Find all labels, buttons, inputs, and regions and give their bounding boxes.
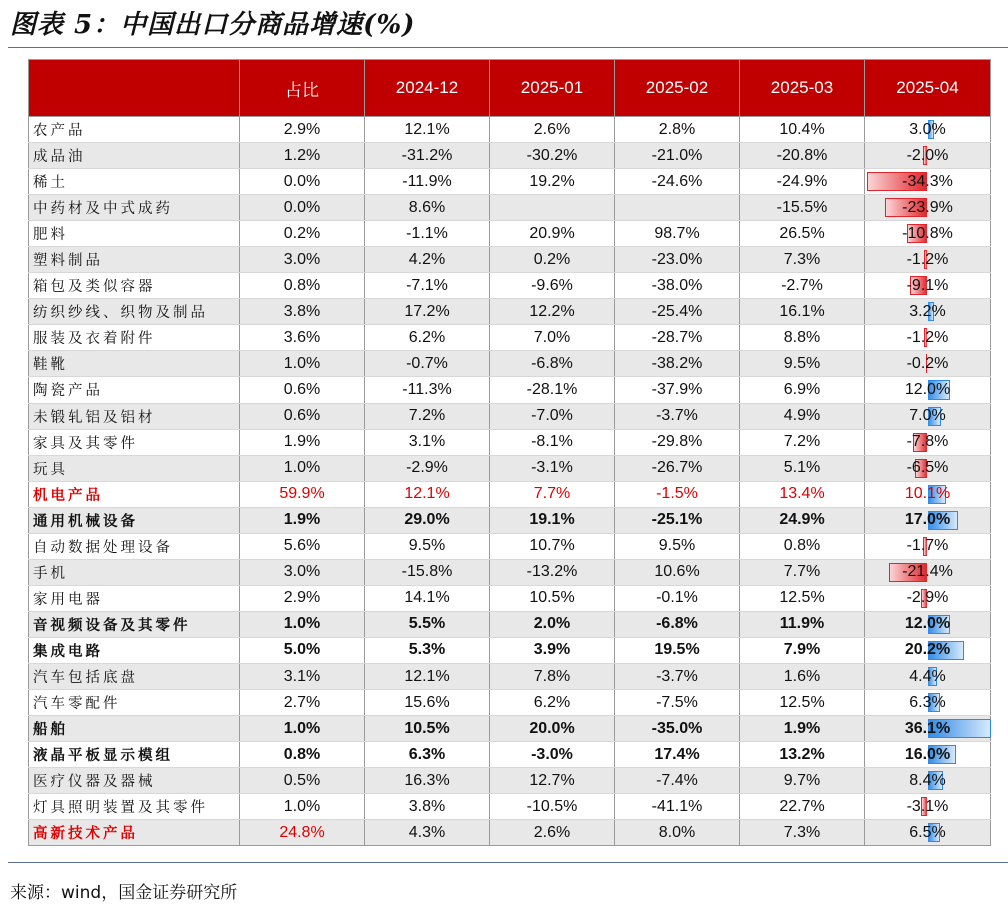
cell-value: -29.8% <box>615 429 740 455</box>
table-row <box>29 117 991 143</box>
cell-value: 17.4% <box>615 742 740 768</box>
cell-2025-04 <box>865 169 991 195</box>
cell-value: 0.5% <box>240 768 365 794</box>
cell-value: -9.6% <box>490 273 615 299</box>
cell-value: 1.0% <box>240 716 365 742</box>
cell-value: -7.1% <box>365 273 490 299</box>
table-row <box>29 768 991 794</box>
cell-value: -3.1% <box>906 797 949 815</box>
cell-2025-04 <box>865 221 991 247</box>
cell-value: 3.2% <box>909 302 946 320</box>
cell-value: -11.9% <box>365 169 490 195</box>
cell-value: 0.8% <box>240 742 365 768</box>
cell-value: 3.0% <box>240 247 365 273</box>
cell-value: 3.8% <box>240 299 365 325</box>
cell-value: 24.9% <box>740 507 865 533</box>
cell-2025-04 <box>865 533 991 559</box>
row-label: 成品油 <box>29 143 240 169</box>
cell-2025-04 <box>865 507 991 533</box>
cell-value: 2.6% <box>490 117 615 143</box>
cell-value: -3.7% <box>615 663 740 689</box>
row-label: 音视频设备及其零件 <box>29 611 240 637</box>
cell-value: 19.1% <box>490 507 615 533</box>
cell-value: -9.1% <box>906 276 949 294</box>
row-label: 玩具 <box>29 455 240 481</box>
row-label: 液晶平板显示模组 <box>29 742 240 768</box>
cell-value: 10.6% <box>615 559 740 585</box>
row-label: 汽车包括底盘 <box>29 663 240 689</box>
header-cell: 2025-01 <box>490 60 615 117</box>
cell-value: -24.9% <box>740 169 865 195</box>
table-row <box>29 794 991 820</box>
cell-2025-04 <box>865 247 991 273</box>
cell-value: 1.9% <box>740 716 865 742</box>
table-row <box>29 690 991 716</box>
cell-value: 15.6% <box>365 690 490 716</box>
row-label: 通用机械设备 <box>29 507 240 533</box>
cell-value: -2.9% <box>365 455 490 481</box>
cell-2025-04 <box>865 403 991 429</box>
cell-value: 29.0% <box>365 507 490 533</box>
cell-value: 9.5% <box>740 351 865 377</box>
header-cell: 2025-04 <box>865 60 991 117</box>
table-row <box>29 742 991 768</box>
cell-value: 4.4% <box>909 667 946 685</box>
cell-value: 7.0% <box>490 325 615 351</box>
cell-value: 5.6% <box>240 533 365 559</box>
header-cell: 2024-12 <box>365 60 490 117</box>
cell-value: 5.1% <box>740 455 865 481</box>
cell-value: -20.8% <box>740 143 865 169</box>
cell-value: 0.6% <box>240 403 365 429</box>
cell-value: 12.1% <box>365 117 490 143</box>
cell-value: -8.1% <box>490 429 615 455</box>
cell-2025-04 <box>865 768 991 794</box>
cell-value: 0.2% <box>240 221 365 247</box>
cell-value: 8.4% <box>909 771 946 789</box>
cell-value: 2.9% <box>240 585 365 611</box>
cell-2025-04 <box>865 455 991 481</box>
cell-value: 19.2% <box>490 169 615 195</box>
cell-value: 7.3% <box>740 820 865 846</box>
cell-value: -1.2% <box>906 328 949 346</box>
cell-value: -0.7% <box>365 351 490 377</box>
cell-value: -41.1% <box>615 794 740 820</box>
cell-value: 2.0% <box>490 611 615 637</box>
row-label: 服装及衣着附件 <box>29 325 240 351</box>
row-label: 灯具照明装置及其零件 <box>29 794 240 820</box>
cell-value: 5.5% <box>365 611 490 637</box>
cell-value: 13.2% <box>740 742 865 768</box>
cell-value: 98.7% <box>615 221 740 247</box>
cell-2025-04 <box>865 299 991 325</box>
cell-value: 20.9% <box>490 221 615 247</box>
table-row <box>29 247 991 273</box>
row-label: 家用电器 <box>29 585 240 611</box>
row-label: 医疗仪器及器械 <box>29 768 240 794</box>
cell-2025-04 <box>865 794 991 820</box>
cell-value: 3.0% <box>909 120 946 138</box>
cell-value: 16.1% <box>740 299 865 325</box>
cell-2025-04 <box>865 716 991 742</box>
cell-value: 3.9% <box>490 637 615 663</box>
cell-value: -35.0% <box>615 716 740 742</box>
table-row <box>29 559 991 585</box>
cell-value: 7.7% <box>490 481 615 507</box>
row-label: 纺织纱线、织物及制品 <box>29 299 240 325</box>
cell-2025-04 <box>865 559 991 585</box>
cell-value: 17.0% <box>904 511 951 529</box>
cell-value: 16.3% <box>365 768 490 794</box>
table-row <box>29 377 991 403</box>
cell-value: 12.2% <box>490 299 615 325</box>
table-row <box>29 429 991 455</box>
table-row <box>29 585 991 611</box>
cell-value: 0.6% <box>240 377 365 403</box>
cell-value: 20.0% <box>490 716 615 742</box>
cell-2025-04 <box>865 663 991 689</box>
cell-value: -2.0% <box>906 146 949 164</box>
cell-value: 7.7% <box>740 559 865 585</box>
cell-value: -7.5% <box>615 690 740 716</box>
cell-value: -25.4% <box>615 299 740 325</box>
cell-value: 0.0% <box>240 195 365 221</box>
table-row <box>29 637 991 663</box>
cell-value: -38.2% <box>615 351 740 377</box>
table-row <box>29 143 991 169</box>
table-row <box>29 820 991 846</box>
table-row <box>29 195 991 221</box>
cell-value: -23.0% <box>615 247 740 273</box>
cell-2025-04 <box>865 351 991 377</box>
row-label: 塑料制品 <box>29 247 240 273</box>
row-label: 箱包及类似容器 <box>29 273 240 299</box>
table-row <box>29 169 991 195</box>
cell-value: 8.0% <box>615 820 740 846</box>
cell-value: 10.4% <box>740 117 865 143</box>
cell-value: 1.0% <box>240 794 365 820</box>
cell-value: 2.7% <box>240 690 365 716</box>
cell-value: -7.4% <box>615 768 740 794</box>
row-label: 肥料 <box>29 221 240 247</box>
cell-value: -13.2% <box>490 559 615 585</box>
row-label: 家具及其零件 <box>29 429 240 455</box>
cell-value: 22.7% <box>740 794 865 820</box>
cell-value: 16.0% <box>904 745 951 763</box>
cell-value: -21.0% <box>615 143 740 169</box>
cell-value: 1.6% <box>740 663 865 689</box>
cell-value: 5.0% <box>240 637 365 663</box>
row-label: 农产品 <box>29 117 240 143</box>
table-row <box>29 351 991 377</box>
cell-2025-04 <box>865 585 991 611</box>
cell-value: 8.8% <box>740 325 865 351</box>
cell-value: 1.0% <box>240 611 365 637</box>
table-row <box>29 716 991 742</box>
cell-value: 3.6% <box>240 325 365 351</box>
cell-2025-04 <box>865 637 991 663</box>
header-cell <box>29 60 240 117</box>
cell-value: -3.0% <box>490 742 615 768</box>
cell-value: -1.5% <box>615 481 740 507</box>
cell-value: -1.1% <box>365 221 490 247</box>
cell-value: 6.5% <box>909 823 946 841</box>
cell-2025-04 <box>865 117 991 143</box>
cell-value: 1.0% <box>240 455 365 481</box>
cell-value <box>615 195 740 221</box>
cell-value: -3.7% <box>615 403 740 429</box>
row-label: 高新技术产品 <box>29 820 240 846</box>
cell-2025-04 <box>865 195 991 221</box>
cell-value: -24.6% <box>615 169 740 195</box>
cell-value: 7.9% <box>740 637 865 663</box>
cell-value: 7.0% <box>909 407 946 425</box>
table-row <box>29 221 991 247</box>
cell-value: 7.3% <box>740 247 865 273</box>
cell-value: 7.8% <box>490 663 615 689</box>
cell-value: -3.1% <box>490 455 615 481</box>
table-row <box>29 533 991 559</box>
export-growth-table <box>28 59 991 846</box>
table-row <box>29 299 991 325</box>
cell-value: -30.2% <box>490 143 615 169</box>
row-label: 稀土 <box>29 169 240 195</box>
cell-value: 4.3% <box>365 820 490 846</box>
cell-value: 14.1% <box>365 585 490 611</box>
row-label: 汽车零配件 <box>29 690 240 716</box>
cell-value <box>490 195 615 221</box>
cell-value: -15.8% <box>365 559 490 585</box>
row-label: 手机 <box>29 559 240 585</box>
cell-2025-04 <box>865 611 991 637</box>
cell-value: 9.5% <box>615 533 740 559</box>
cell-value: 12.5% <box>740 585 865 611</box>
cell-value: -34.3% <box>902 172 953 190</box>
cell-value: -7.8% <box>906 433 949 451</box>
cell-value: 0.0% <box>240 169 365 195</box>
cell-value: 8.6% <box>365 195 490 221</box>
cell-2025-04 <box>865 820 991 846</box>
cell-value: -0.1% <box>615 585 740 611</box>
cell-value: 0.8% <box>240 273 365 299</box>
cell-value: 6.2% <box>365 325 490 351</box>
cell-value: 10.1% <box>904 485 951 503</box>
cell-value: -10.8% <box>902 224 953 242</box>
cell-value: 10.7% <box>490 533 615 559</box>
cell-value: 1.0% <box>240 351 365 377</box>
cell-2025-04 <box>865 377 991 403</box>
cell-2025-04 <box>865 429 991 455</box>
cell-value: 12.0% <box>904 615 951 633</box>
cell-value: 1.9% <box>240 507 365 533</box>
cell-value: -6.5% <box>906 459 949 477</box>
header-cell: 占比 <box>240 60 365 117</box>
cell-2025-04 <box>865 273 991 299</box>
cell-value: -7.0% <box>490 403 615 429</box>
cell-value: -10.5% <box>490 794 615 820</box>
cell-value: 4.2% <box>365 247 490 273</box>
cell-value: -26.7% <box>615 455 740 481</box>
cell-value: -2.9% <box>906 589 949 607</box>
cell-value: -37.9% <box>615 377 740 403</box>
table-row <box>29 273 991 299</box>
cell-value: -6.8% <box>615 611 740 637</box>
cell-value: 11.9% <box>740 611 865 637</box>
cell-value: 12.5% <box>740 690 865 716</box>
source-note: 来源：wind，国金证券研究所 <box>10 883 238 903</box>
row-label: 陶瓷产品 <box>29 377 240 403</box>
cell-value: -38.0% <box>615 273 740 299</box>
cell-value: 19.5% <box>615 637 740 663</box>
cell-value: -23.9% <box>902 198 953 216</box>
cell-2025-04 <box>865 143 991 169</box>
cell-value: -31.2% <box>365 143 490 169</box>
table-row <box>29 507 991 533</box>
cell-value: 3.1% <box>240 663 365 689</box>
cell-2025-04 <box>865 690 991 716</box>
cell-value: -15.5% <box>740 195 865 221</box>
cell-2025-04 <box>865 742 991 768</box>
row-label: 机电产品 <box>29 481 240 507</box>
cell-value: 7.2% <box>740 429 865 455</box>
cell-value: 36.1% <box>904 719 951 737</box>
cell-value: 2.9% <box>240 117 365 143</box>
cell-value: 4.9% <box>740 403 865 429</box>
cell-value: 3.1% <box>365 429 490 455</box>
figure-title: 图表 5：中国出口分商品增速(%) <box>10 10 416 40</box>
header-row <box>29 60 991 117</box>
cell-value: 20.2% <box>904 641 951 659</box>
table-row <box>29 481 991 507</box>
cell-value: 7.2% <box>365 403 490 429</box>
cell-value: -28.1% <box>490 377 615 403</box>
cell-2025-04 <box>865 325 991 351</box>
cell-value: -6.8% <box>490 351 615 377</box>
row-label: 船舶 <box>29 716 240 742</box>
cell-value: 17.2% <box>365 299 490 325</box>
cell-value: 26.5% <box>740 221 865 247</box>
top-rule <box>8 47 1008 48</box>
cell-value: 3.0% <box>240 559 365 585</box>
cell-value: -11.3% <box>365 377 490 403</box>
bottom-rule <box>8 862 1008 863</box>
cell-value: -0.2% <box>906 354 949 372</box>
header-cell: 2025-03 <box>740 60 865 117</box>
table-row <box>29 325 991 351</box>
cell-value: 3.8% <box>365 794 490 820</box>
table-row <box>29 403 991 429</box>
cell-value: 6.3% <box>365 742 490 768</box>
cell-value: -21.4% <box>902 563 953 581</box>
row-label: 未锻轧铝及铝材 <box>29 403 240 429</box>
cell-value: 12.7% <box>490 768 615 794</box>
cell-value: 9.7% <box>740 768 865 794</box>
table-row <box>29 611 991 637</box>
cell-value: 12.1% <box>365 663 490 689</box>
cell-value: 9.5% <box>365 533 490 559</box>
cell-value: 12.0% <box>904 380 951 398</box>
cell-value: 6.9% <box>740 377 865 403</box>
row-label: 中药材及中式成药 <box>29 195 240 221</box>
cell-2025-04 <box>865 481 991 507</box>
table-row <box>29 663 991 689</box>
row-label: 自动数据处理设备 <box>29 533 240 559</box>
row-label: 集成电路 <box>29 637 240 663</box>
table-row <box>29 455 991 481</box>
cell-value: 24.8% <box>240 820 365 846</box>
cell-value: 12.1% <box>365 481 490 507</box>
cell-value: 6.3% <box>909 693 946 711</box>
cell-value: -1.2% <box>906 250 949 268</box>
cell-value: 1.9% <box>240 429 365 455</box>
header-cell: 2025-02 <box>615 60 740 117</box>
cell-value: -25.1% <box>615 507 740 533</box>
cell-value: -2.7% <box>740 273 865 299</box>
cell-value: -1.7% <box>906 537 949 555</box>
cell-value: 6.2% <box>490 690 615 716</box>
cell-value: 0.2% <box>490 247 615 273</box>
cell-value: 59.9% <box>240 481 365 507</box>
cell-value: 0.8% <box>740 533 865 559</box>
cell-value: 10.5% <box>490 585 615 611</box>
cell-value: 13.4% <box>740 481 865 507</box>
cell-value: 10.5% <box>365 716 490 742</box>
row-label: 鞋靴 <box>29 351 240 377</box>
cell-value: 2.6% <box>490 820 615 846</box>
cell-value: 1.2% <box>240 143 365 169</box>
cell-value: -28.7% <box>615 325 740 351</box>
cell-value: 5.3% <box>365 637 490 663</box>
cell-value: 2.8% <box>615 117 740 143</box>
